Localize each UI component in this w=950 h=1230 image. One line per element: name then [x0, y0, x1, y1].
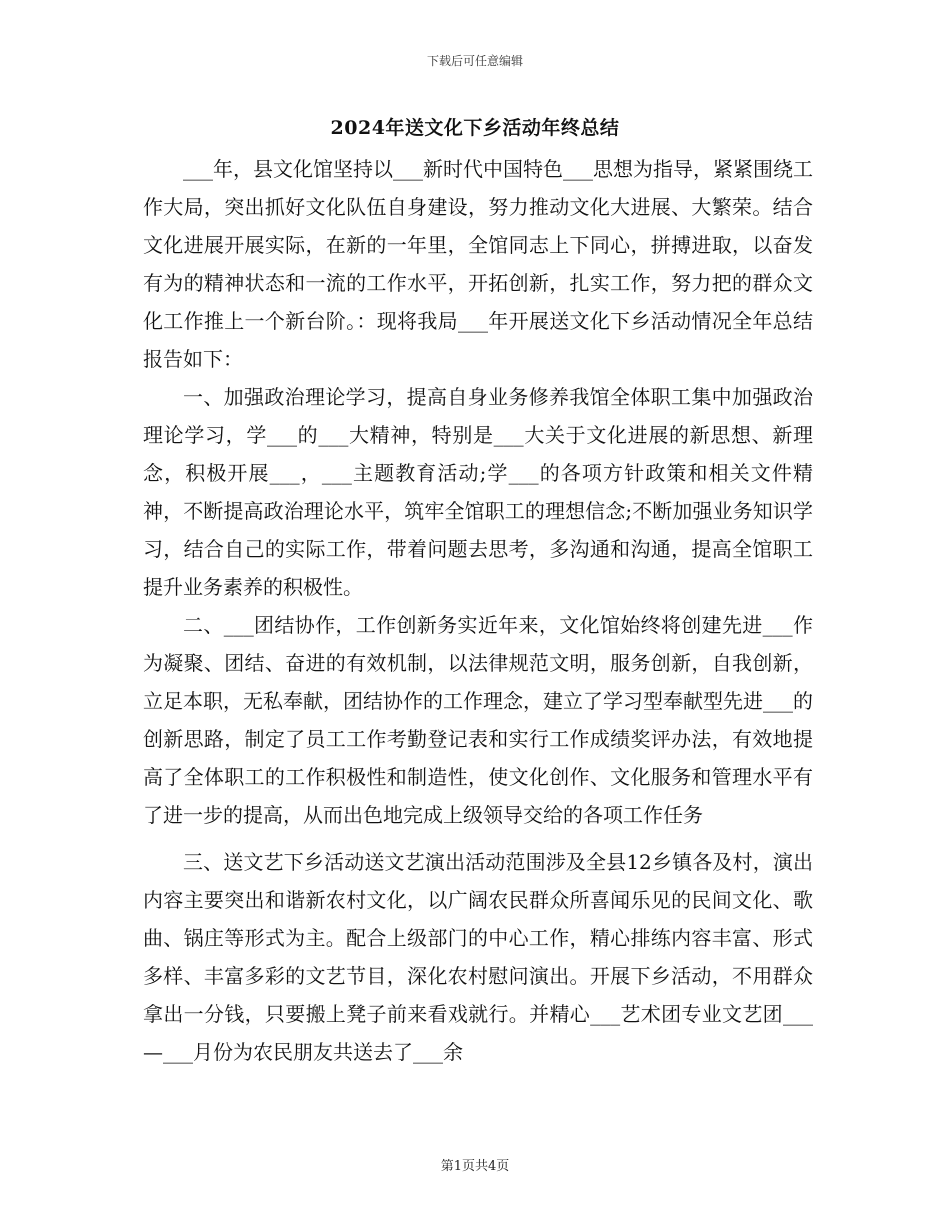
paragraph-section-3: 三、送文艺下乡活动送文艺演出活动范围涉及全县12乡镇各及村，演出内容主要突出和谐新农村文化，以广阔农民群众所喜闻乐见的民间文化、歌曲、锅庄等形式为主。配合上级部门的中心工作，精心排练内容丰富、形式多样、丰富多彩的文艺节目，深化农村慰问演出。开展下乡活动，不用群众拿出一分钱，只要搬上凳子前来看戏就行。并精心___艺术团专业文艺团___—___月份为农民朋友共送去了___余 — [143, 850, 813, 1064]
paragraph-section-1: 一、加强政治理论学习，提高自身业务修养我馆全体职工集中加强政治理论学习，学___的___大精神，特别是___大关于文化进展的新思想、新理念，积极开展___，___主题教育活动;学___的各项方针政策和相关文件精神，不断提高政治理论水平，筑牢全馆职工的理想信念;不断加强业务知识学习，结合自己的实际工作，带着问题去思考，多沟通和沟通，提高全馆职工提升业务素养的积极性。 — [143, 385, 813, 599]
document-title: 2024年送文化下乡活动年终总结 — [330, 117, 620, 139]
page-header-note: 下载后可任意编辑 — [426, 54, 523, 68]
paragraph-intro: ___年，县文化馆坚持以___新时代中国特色___思想为指导，紧紧围绕工作大局，突出抓好文化队伍自身建设，努力推动文化大进展、大繁荣。结合文化进展开展实际，在新的一年里，全馆同志上下同心，拼搏进取，以奋发有为的精神状态和一流的工作水平，开拓创新，扎实工作，努力把的群众文化工作推上一个新台阶。：现将我局___年开展送文化下乡活动情况全年总结报告如下： — [143, 157, 813, 371]
page-number-footer: 第1页共4页 — [440, 1159, 510, 1174]
paragraph-section-2: 二、___团结协作，工作创新务实近年来，文化馆始终将创建先进___作为凝聚、团结、奋进的有效机制，以法律规范文明，服务创新，自我创新，立足本职，无私奉献，团结协作的工作理念，建立了学习型奉献型先进___的创新思路，制定了员工工作考勤登记表和实行工作成绩奖评办法，有效地提高了全体职工的工作积极性和制造性，使文化创作、文化服务和管理水平有了进一步的提高，从而出色地完成上级领导交给的各项工作任务 — [143, 613, 813, 827]
document-body — [143, 150, 813, 1071]
